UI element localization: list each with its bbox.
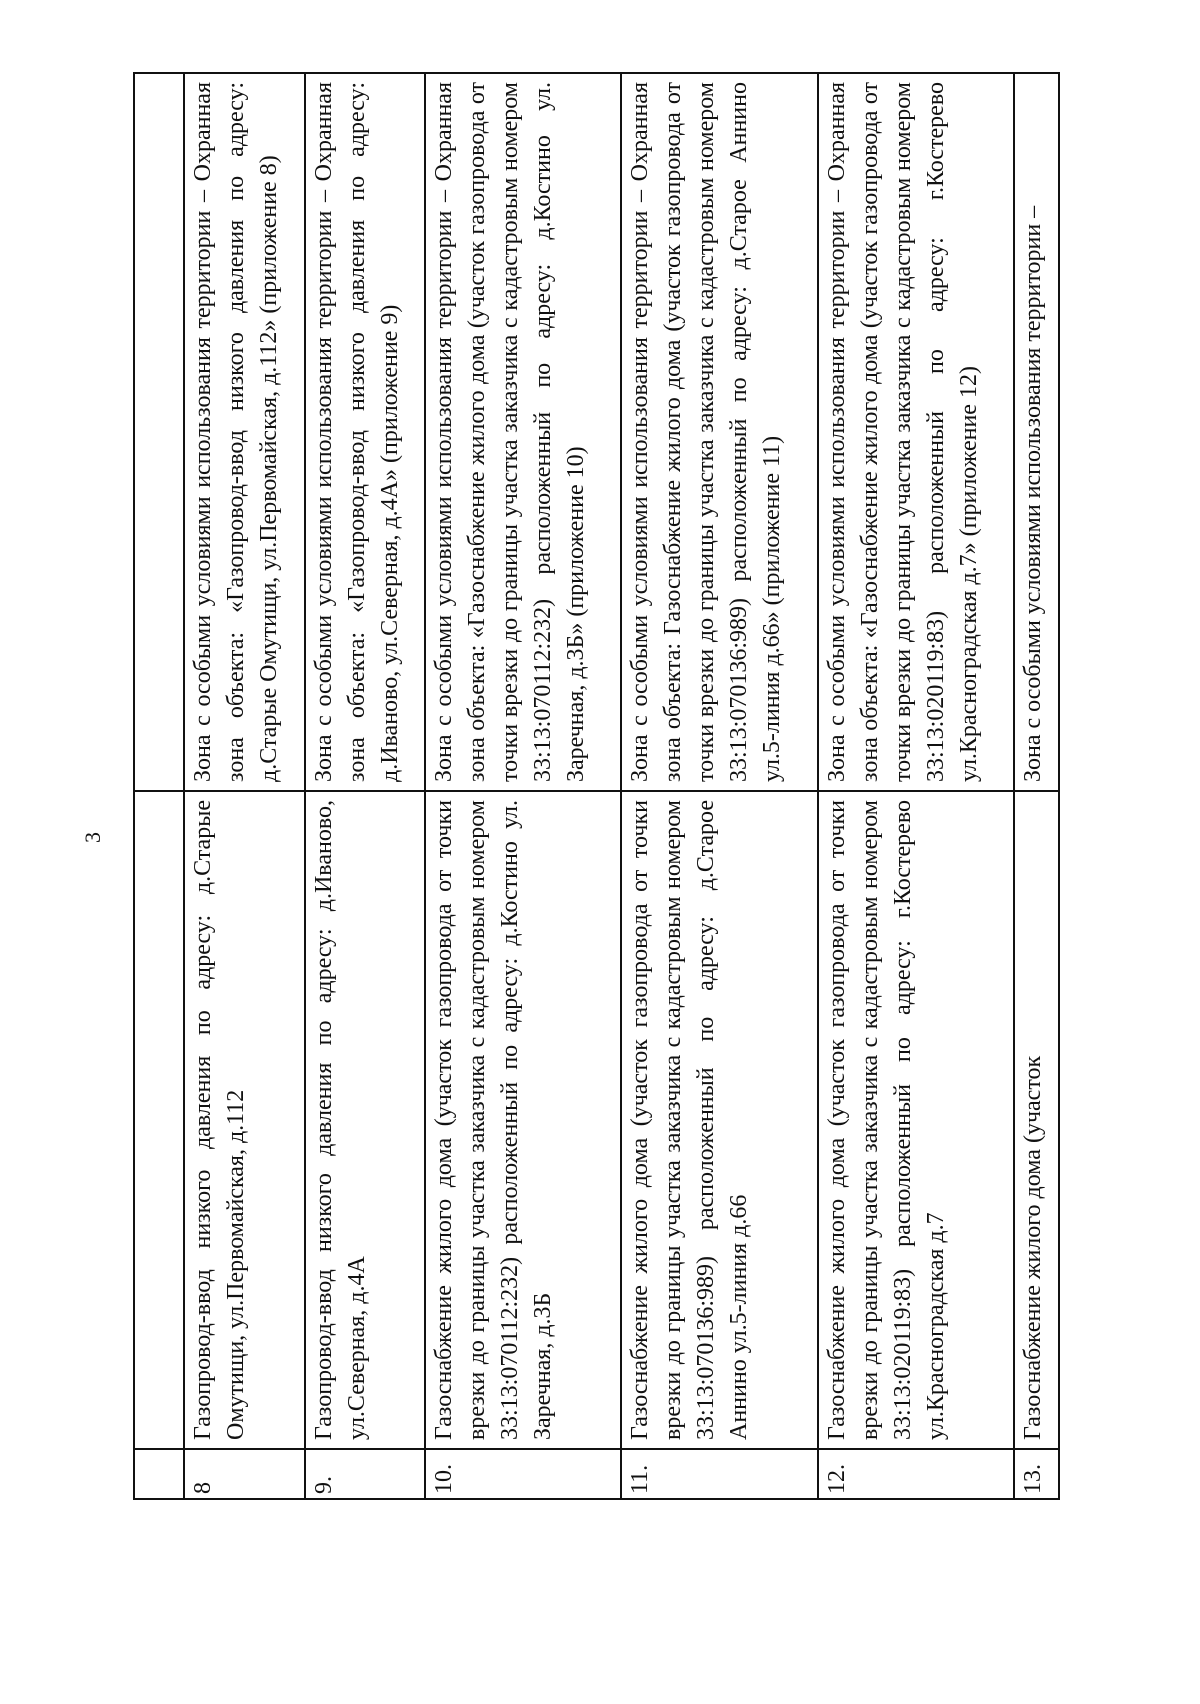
row-number: 13. [1014,1449,1059,1499]
row-number: 10. [425,1449,621,1499]
object-name: Газопровод-ввод низкого давления по адресу: д.Иваново, ул.Северная, д.4А [305,791,426,1449]
header-cell-object [134,791,184,1449]
header-cell-zone [134,73,184,791]
table-row [305,73,426,1499]
rotated-table-container [133,82,1060,1500]
object-name: Газоснабжение жилого дома (участок газопровода от точки врезки до границы участка заказчика с кадастровым номером 33:13:020119:83) расположенный по адресу: г.Костерево ул.Красноградская д.7 [818,791,1014,1449]
row-number: 12. [818,1449,1014,1499]
table-row [425,73,621,1499]
row-number: 9. [305,1449,426,1499]
table-row [621,73,817,1499]
table-row [184,73,305,1499]
zone-description: Зона с особыми условиями использования территории – [1014,73,1059,791]
object-name: Газоснабжение жилого дома (участок [1014,791,1059,1449]
page-number: 3 [80,832,105,843]
zone-description: Зона с особыми условиями использования территории – Охранная зона объекта: Газоснабжение жилого дома (участок газопровода от точки врезки до границы участка заказчика с кадастровым номером 33:13:070136:989) расположенный по адресу: д.Старое Аннино ул.5-линия д.66» (приложение 11) [621,73,817,791]
table-header-row [134,73,184,1499]
table-row [1014,73,1059,1499]
row-number: 8 [184,1449,305,1499]
zone-description: Зона с особыми условиями использования территории – Охранная зона объекта: «Газопровод-ввод низкого давления по адресу: д.Иваново, ул.Северная, д.4А» (приложение 9) [305,73,426,791]
object-name: Газоснабжение жилого дома (участок газопровода от точки врезки до границы участка заказчика с кадастровым номером 33:13:070112:232) расположенный по адресу: д.Костино ул. Заречная, д.3Б [425,791,621,1449]
zones-table [133,72,1060,1500]
object-name: Газоснабжение жилого дома (участок газопровода от точки врезки до границы участка заказчика с кадастровым номером 33:13:070136:989) расположенный по адресу: д.Старое Аннино ул.5-линия д.66 [621,791,817,1449]
zone-description: Зона с особыми условиями использования территории – Охранная зона объекта: «Газоснабжение жилого дома (участок газопровода от точки врезки до границы участка заказчика с кадастровым номером 33:13:070112:232) расположенный по адресу: д.Костино ул. Заречная, д.3Б» (приложение 10) [425,73,621,791]
table-row [818,73,1014,1499]
header-cell-num [134,1449,184,1499]
zone-description: Зона с особыми условиями использования территории – Охранная зона объекта: «Газопровод-ввод низкого давления по адресу: д.Старые Омутищи, ул.Первомайская, д.112» (приложение 8) [184,73,305,791]
object-name: Газопровод-ввод низкого давления по адресу: д.Старые Омутищи, ул.Первомайская, д.112 [184,791,305,1449]
row-number: 11. [621,1449,817,1499]
zone-description: Зона с особыми условиями использования территории – Охранная зона объекта: «Газоснабжение жилого дома (участок газопровода от точки врезки до границы участка заказчика с кадастровым номером 33:13:020119:83) расположенный по адресу: г.Костерево ул.Красноградская д.7» (приложение 12) [818,73,1014,791]
